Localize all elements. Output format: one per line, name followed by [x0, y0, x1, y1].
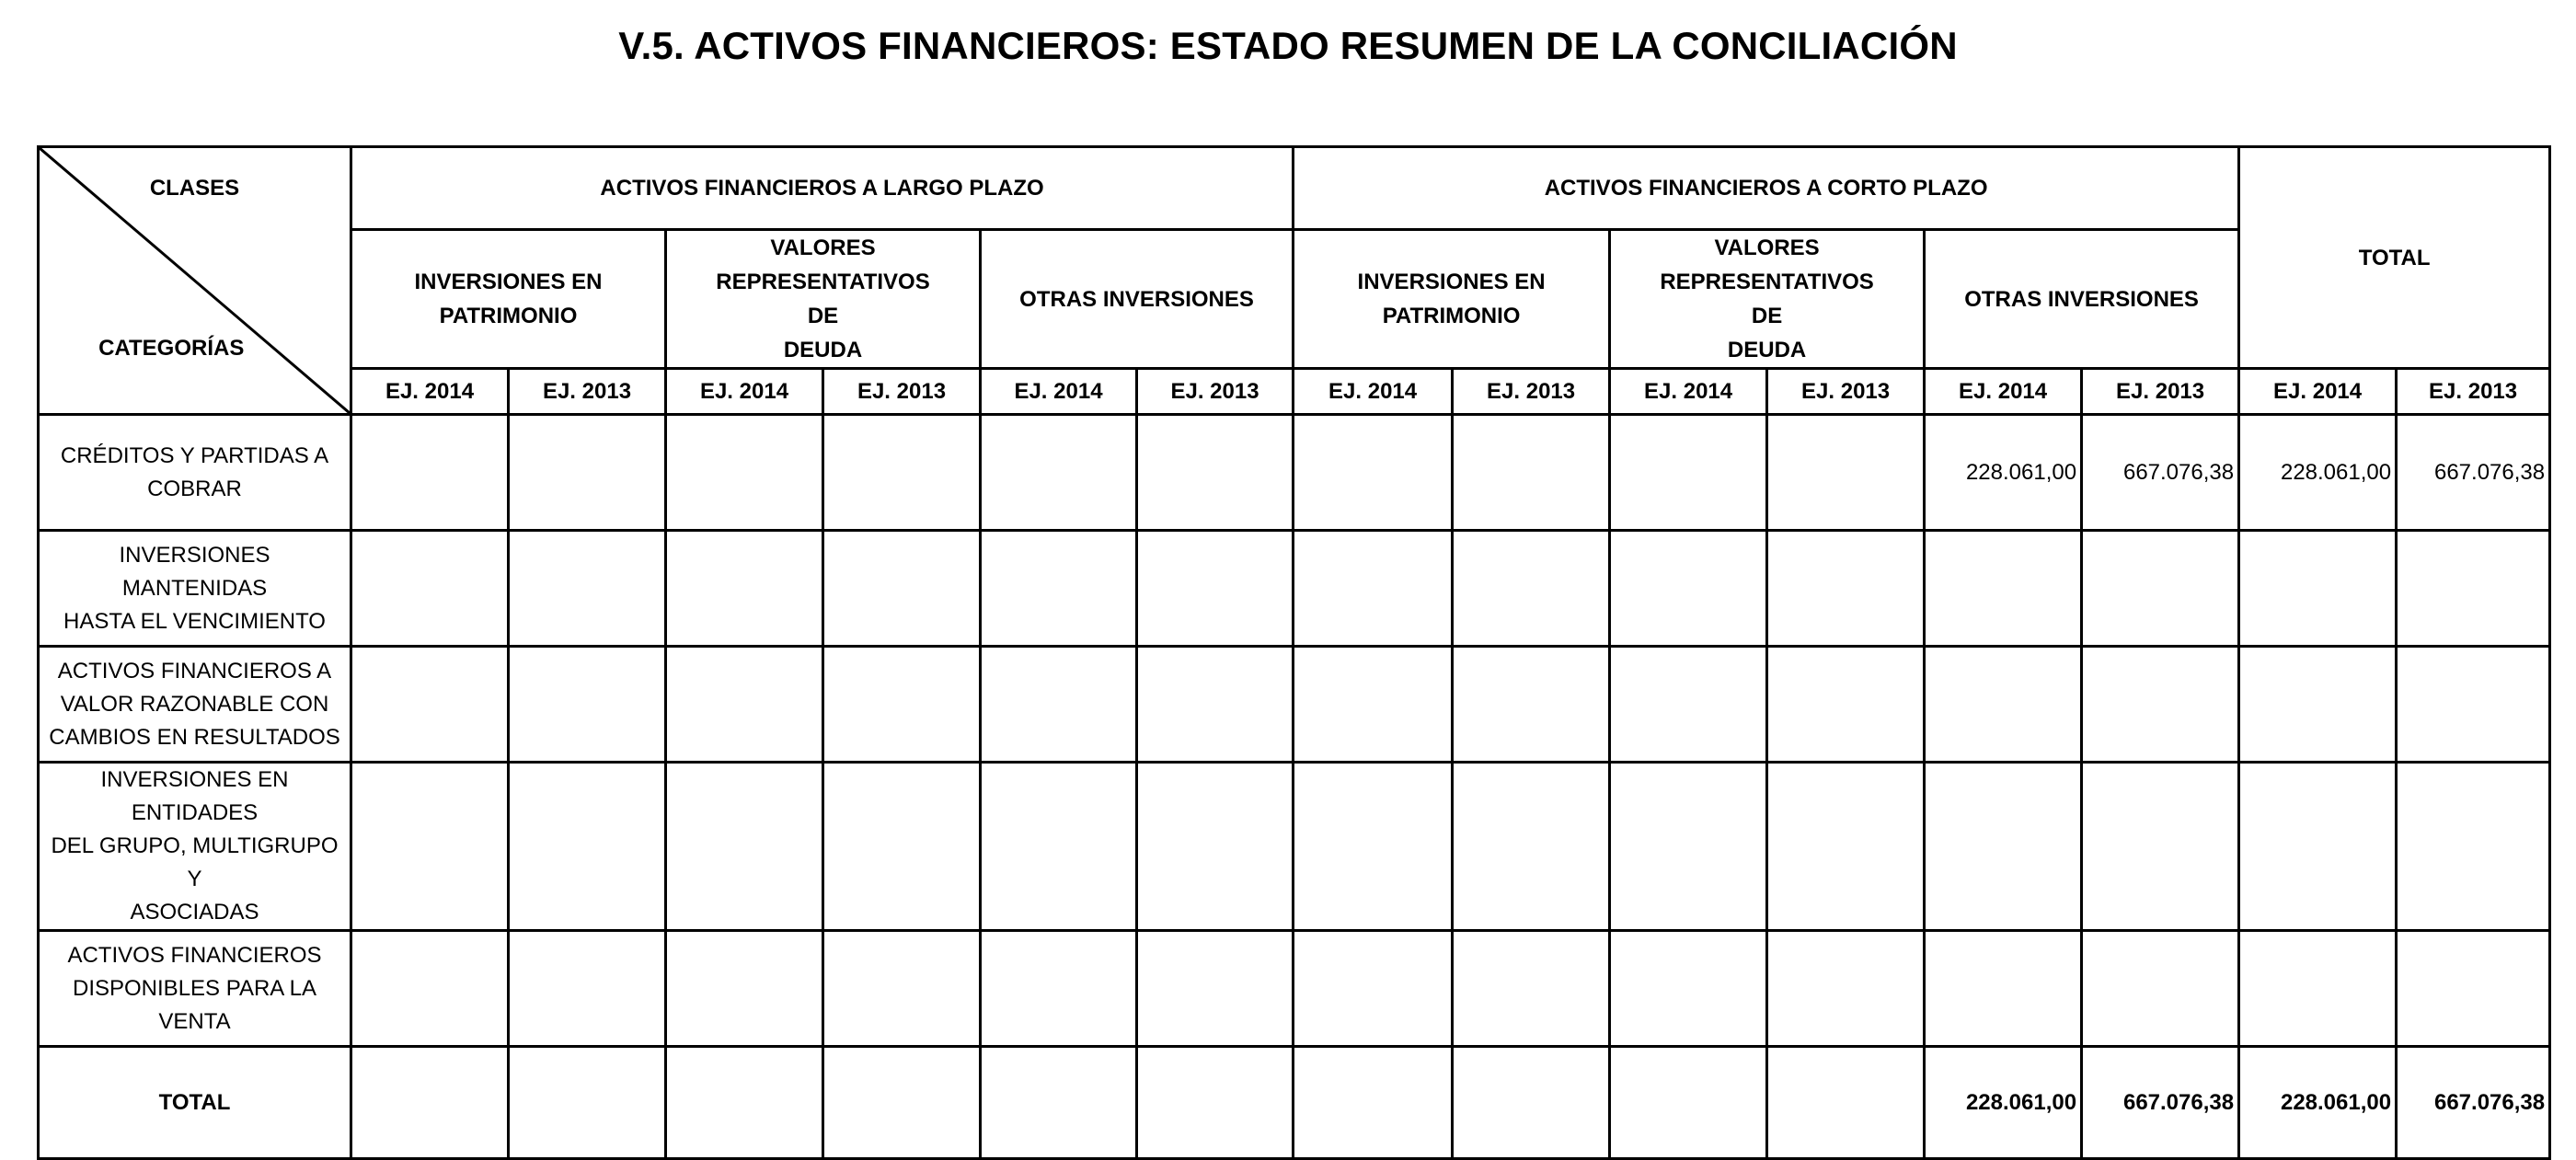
header-lp-valores [666, 230, 981, 369]
header-lp-otras: OTRAS INVERSIONES [981, 230, 1294, 369]
value-cell [2397, 531, 2550, 647]
value-cell [1453, 531, 1610, 647]
total-label: TOTAL [39, 1047, 351, 1159]
value-cell [1610, 763, 1767, 931]
table-row [39, 647, 2550, 763]
year-header-cell: EJ. 2013 [2082, 369, 2239, 415]
value-cell [2082, 931, 2239, 1047]
category-label [39, 415, 351, 531]
value-cell [351, 647, 509, 763]
total-value-cell [666, 1047, 823, 1159]
value-cell [666, 931, 823, 1047]
value-cell: 667.076,38 [2397, 415, 2550, 531]
value-cell [666, 763, 823, 931]
value-cell [1294, 931, 1453, 1047]
value-cell [1137, 647, 1294, 763]
header-cp-valores-line2: DE [1751, 304, 1783, 328]
corner-label-categorias: CATEGORÍAS [98, 336, 245, 361]
category-label [39, 931, 351, 1047]
total-value-cell [1610, 1047, 1767, 1159]
value-cell [2082, 531, 2239, 647]
value-cell [509, 763, 666, 931]
header-corto-plazo: ACTIVOS FINANCIEROS A CORTO PLAZO [1294, 147, 2239, 230]
year-header-cell: EJ. 2013 [823, 369, 981, 415]
year-header-cell: EJ. 2013 [1137, 369, 1294, 415]
category-label-line: HASTA EL VENCIMIENTO [63, 608, 326, 634]
value-cell [2082, 647, 2239, 763]
value-cell [1767, 647, 1925, 763]
value-cell [823, 931, 981, 1047]
table-row [39, 763, 2550, 931]
value-cell [823, 415, 981, 531]
value-cell [509, 415, 666, 531]
header-cp-valores [1610, 230, 1925, 369]
value-cell [2397, 763, 2550, 931]
value-cell [1453, 415, 1610, 531]
total-value-cell [981, 1047, 1137, 1159]
total-value-cell [351, 1047, 509, 1159]
value-cell [1453, 647, 1610, 763]
total-value-cell: 228.061,00 [2239, 1047, 2397, 1159]
value-cell [981, 415, 1137, 531]
year-header-cell: EJ. 2014 [1610, 369, 1767, 415]
category-label-line: ACTIVOS FINANCIEROS [67, 942, 322, 968]
value-cell: 667.076,38 [2082, 415, 2239, 531]
header-lp-valores-line2: DE [807, 304, 839, 328]
total-value-cell [509, 1047, 666, 1159]
total-value-cell [1137, 1047, 1294, 1159]
category-label [39, 763, 351, 931]
header-cp-valores-line3: DEUDA [1727, 338, 1807, 362]
value-cell [823, 531, 981, 647]
table-row [39, 415, 2550, 531]
year-header-cell: EJ. 2014 [351, 369, 509, 415]
year-header-cell: EJ. 2013 [1453, 369, 1610, 415]
value-cell [2397, 931, 2550, 1047]
value-cell [666, 415, 823, 531]
value-cell [1137, 531, 1294, 647]
value-cell [1610, 647, 1767, 763]
value-cell [2239, 647, 2397, 763]
total-value-cell: 667.076,38 [2082, 1047, 2239, 1159]
category-label-line: CAMBIOS EN RESULTADOS [49, 724, 340, 750]
category-label-line: ASOCIADAS [130, 900, 259, 925]
category-label-line: CRÉDITOS Y PARTIDAS A [60, 442, 329, 468]
category-label-line: VALOR RAZONABLE CON [60, 691, 329, 717]
value-cell [1925, 531, 2082, 647]
page-title: V.5. ACTIVOS FINANCIEROS: ESTADO RESUMEN DE LA CONCILIACIÓN [618, 24, 1958, 67]
header-cp-patrimonio: INVERSIONES EN PATRIMONIO [1294, 230, 1610, 369]
category-label [39, 531, 351, 647]
value-cell [1767, 531, 1925, 647]
value-cell [1925, 931, 2082, 1047]
category-label-line: COBRAR [147, 476, 242, 501]
value-cell [1137, 931, 1294, 1047]
value-cell [1294, 531, 1453, 647]
value-cell [2397, 647, 2550, 763]
value-cell [1925, 647, 2082, 763]
total-value-cell: 228.061,00 [1925, 1047, 2082, 1159]
table-row [39, 531, 2550, 647]
category-label-line: ACTIVOS FINANCIEROS A [57, 658, 332, 683]
value-cell [1294, 647, 1453, 763]
year-header-cell: EJ. 2013 [1767, 369, 1925, 415]
year-header-cell: EJ. 2014 [981, 369, 1137, 415]
header-lp-valores-line1: VALORES REPRESENTATIVOS [716, 235, 930, 294]
value-cell [1767, 763, 1925, 931]
header-largo-plazo: ACTIVOS FINANCIEROS A LARGO PLAZO [351, 147, 1294, 230]
total-value-cell [1453, 1047, 1610, 1159]
value-cell [981, 531, 1137, 647]
value-cell [1610, 531, 1767, 647]
value-cell [2239, 763, 2397, 931]
value-cell [823, 763, 981, 931]
total-value-cell [823, 1047, 981, 1159]
year-header-cell: EJ. 2013 [2397, 369, 2550, 415]
value-cell [2239, 531, 2397, 647]
category-label-line: INVERSIONES MANTENIDAS [119, 542, 270, 601]
corner-header-cell [39, 147, 351, 415]
corner-label-clases: CLASES [149, 176, 240, 201]
header-lp-valores-line3: DEUDA [783, 338, 863, 362]
value-cell [351, 415, 509, 531]
value-cell [2082, 763, 2239, 931]
total-row [39, 1047, 2550, 1159]
total-value-cell [1294, 1047, 1453, 1159]
value-cell [666, 647, 823, 763]
category-label-line: DISPONIBLES PARA LA VENTA [73, 975, 316, 1034]
value-cell [509, 931, 666, 1047]
value-cell: 228.061,00 [2239, 415, 2397, 531]
table-row [39, 931, 2550, 1047]
year-header-cell: EJ. 2014 [2239, 369, 2397, 415]
value-cell [1610, 931, 1767, 1047]
value-cell [981, 763, 1137, 931]
reconciliation-table [37, 145, 2551, 1160]
header-total: TOTAL [2239, 147, 2550, 369]
total-value-cell [1767, 1047, 1925, 1159]
year-header-cell: EJ. 2014 [1925, 369, 2082, 415]
value-cell [1294, 763, 1453, 931]
category-label-line: DEL GRUPO, MULTIGRUPO Y [51, 833, 339, 891]
value-cell [351, 763, 509, 931]
value-cell [351, 931, 509, 1047]
value-cell [1453, 931, 1610, 1047]
year-header-cell: EJ. 2014 [1294, 369, 1453, 415]
value-cell [1767, 931, 1925, 1047]
value-cell [1137, 415, 1294, 531]
value-cell: 228.061,00 [1925, 415, 2082, 531]
value-cell [1137, 763, 1294, 931]
value-cell [509, 647, 666, 763]
total-value-cell: 667.076,38 [2397, 1047, 2550, 1159]
value-cell [1767, 415, 1925, 531]
value-cell [823, 647, 981, 763]
value-cell [1453, 763, 1610, 931]
header-lp-patrimonio: INVERSIONES EN PATRIMONIO [351, 230, 666, 369]
category-label [39, 647, 351, 763]
value-cell [1925, 763, 2082, 931]
value-cell [2239, 931, 2397, 1047]
value-cell [981, 931, 1137, 1047]
header-cp-otras: OTRAS INVERSIONES [1925, 230, 2239, 369]
value-cell [1610, 415, 1767, 531]
value-cell [351, 531, 509, 647]
year-header-cell: EJ. 2013 [509, 369, 666, 415]
value-cell [666, 531, 823, 647]
year-header-cell: EJ. 2014 [666, 369, 823, 415]
value-cell [509, 531, 666, 647]
category-label-line: INVERSIONES EN ENTIDADES [100, 767, 289, 825]
value-cell [1294, 415, 1453, 531]
header-cp-valores-line1: VALORES REPRESENTATIVOS [1660, 235, 1874, 294]
value-cell [981, 647, 1137, 763]
